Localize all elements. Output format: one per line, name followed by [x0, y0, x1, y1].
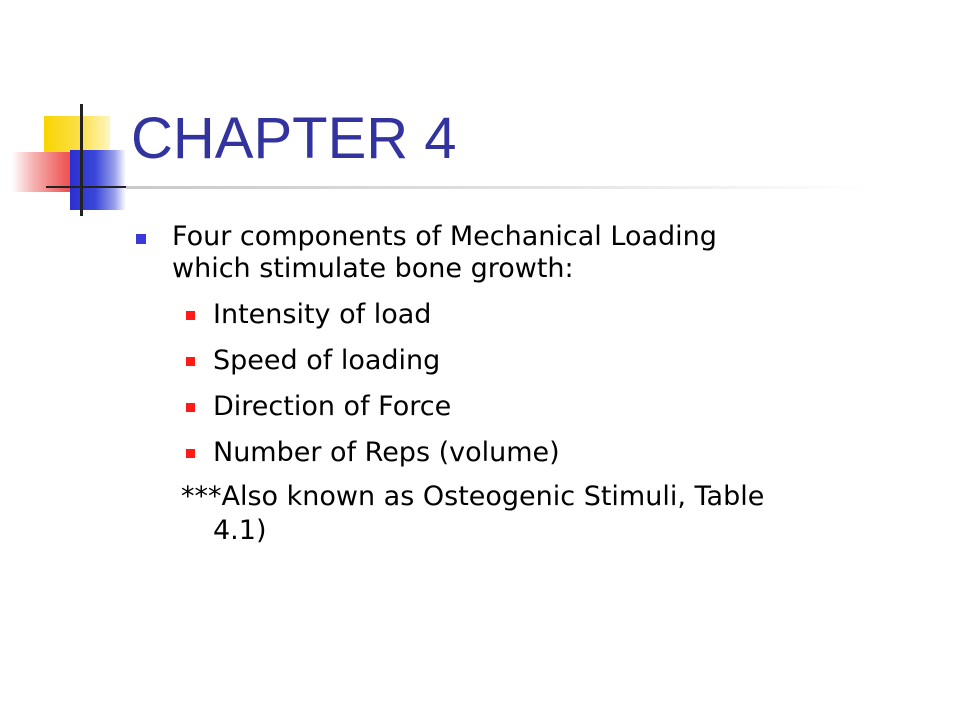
sub-bullet-text: Number of Reps (volume)	[213, 437, 560, 468]
sub-bullet-text: Speed of loading	[213, 345, 441, 376]
decorative-horizontal-line	[46, 186, 130, 188]
sub-bullet-marker	[186, 311, 195, 320]
bullet-text-line-2: which stimulate bone growth:	[172, 253, 574, 284]
decorative-vertical-line	[80, 104, 83, 216]
bullet-marker	[136, 234, 146, 244]
slide-title: CHAPTER 4	[131, 106, 457, 171]
sub-bullet-text: Direction of Force	[213, 391, 452, 422]
sub-bullet-text: Intensity of load	[213, 299, 432, 330]
title-underline	[126, 186, 876, 189]
sub-bullet-marker	[186, 357, 195, 366]
bullet-text-line-1: Four components of Mechanical Loading	[172, 221, 717, 252]
sub-bullet-marker	[186, 449, 195, 458]
note-text-line-1: ***Also known as Osteogenic Stimuli, Table	[181, 481, 765, 512]
decorative-blue-block	[70, 150, 126, 210]
note-text-line-2: 4.1)	[213, 515, 267, 546]
sub-bullet-marker	[186, 403, 195, 412]
